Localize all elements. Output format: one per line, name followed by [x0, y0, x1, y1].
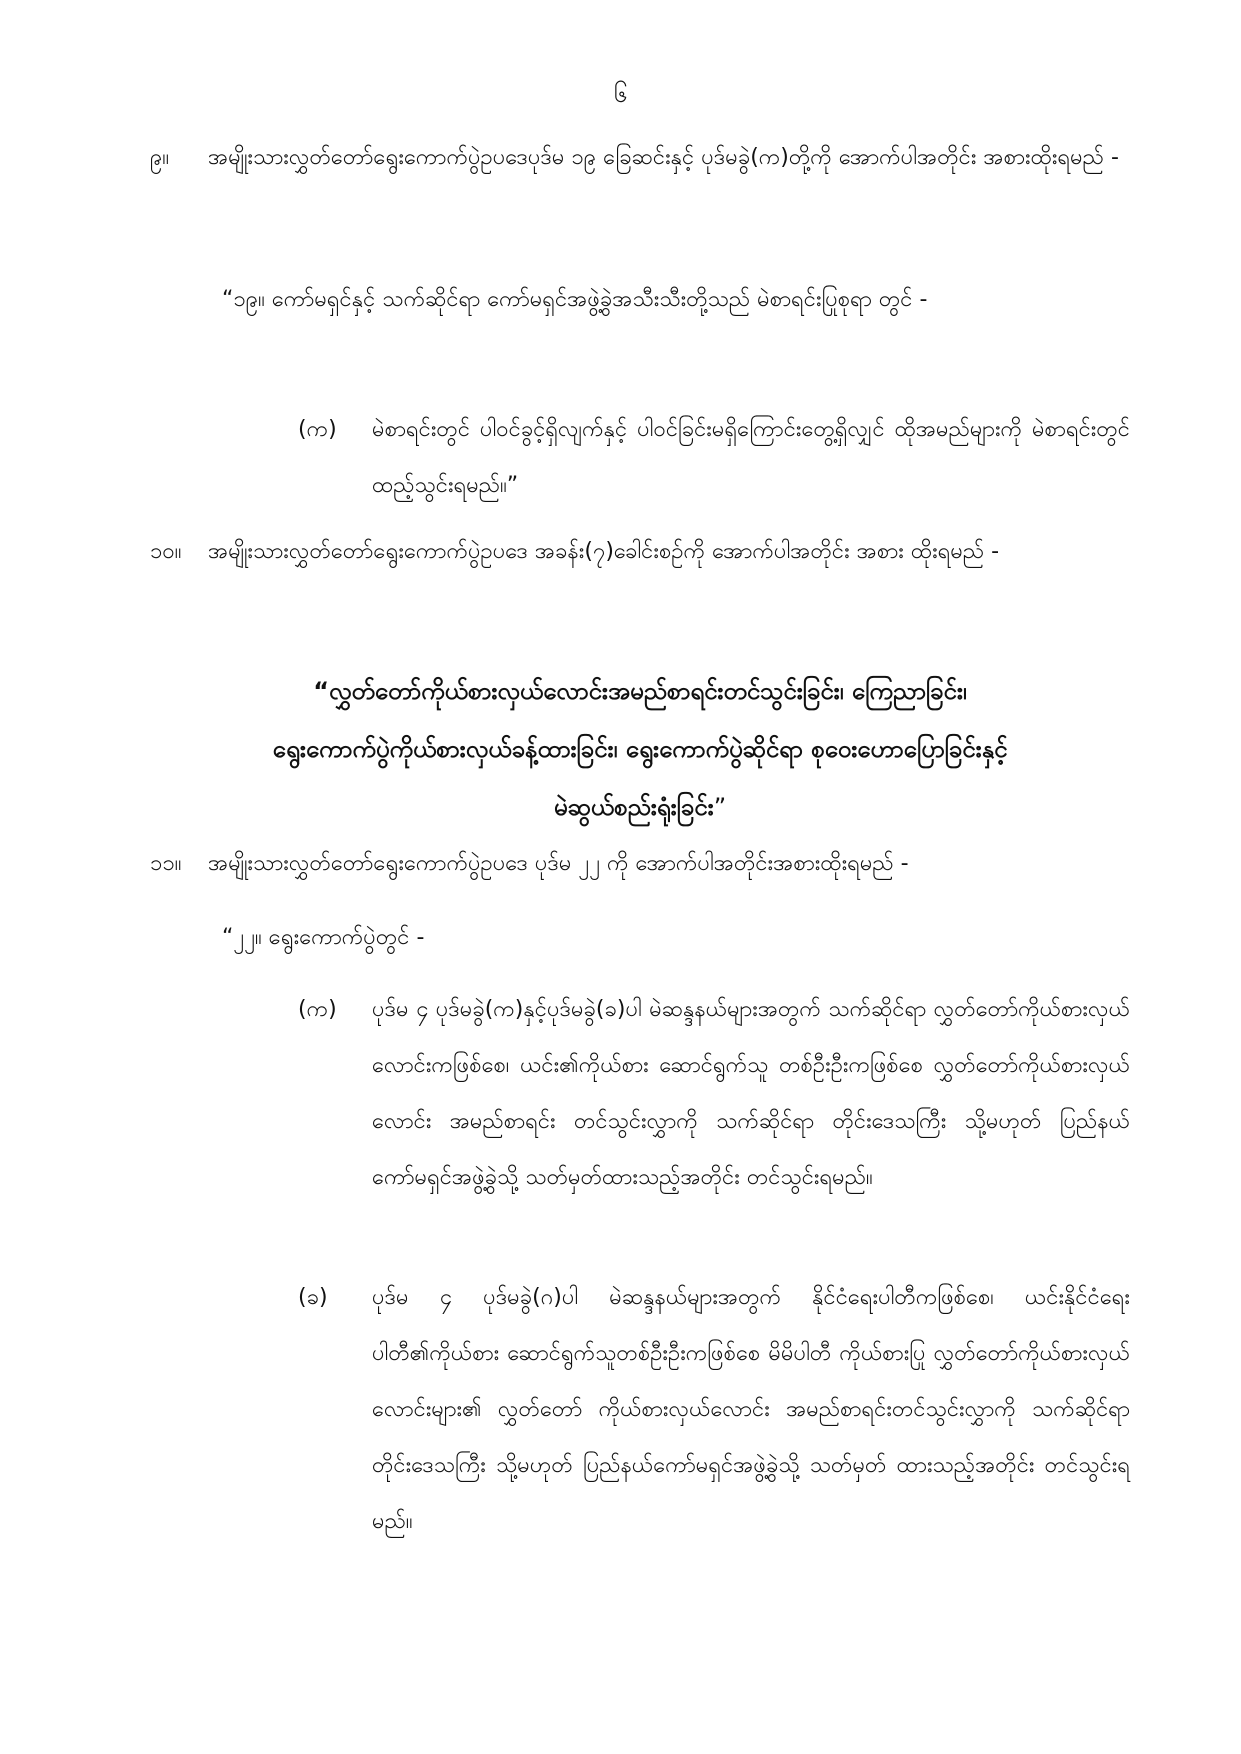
section-9	[150, 128, 1130, 188]
quoted-section-19	[222, 270, 1130, 330]
quoted-section-text: ကော်မရှင်နှင့် သက်ဆိုင်ရာ ကော်မရှင်အဖွဲ့ခွဲအသီးသီးတို့သည် မဲစာရင်းပြုစုရာ တွင် -	[271, 287, 928, 312]
subsection-ka	[298, 402, 1130, 514]
subsection-text: မဲစာရင်းတွင် ပါဝင်ခွင့်ရှိလျက်နှင့် ပါဝင်ခြင်းမရှိကြောင်းတွေ့ရှိလျှင် ထိုအမည်များကို မဲစာရင်းတွင် ထည့်သွင်းရမည်။”	[372, 417, 1130, 498]
subsection-label: (ခ)	[298, 1285, 328, 1310]
quoted-section-number: “၂၂။	[222, 925, 262, 950]
section-10	[150, 522, 1130, 582]
section-text: အမျိုးသားလွှတ်တော်ရွေးကောက်ပွဲဥပဒေပုဒ်မ ၁၉ ခြေဆင်းနှင့် ပုဒ်မခွဲ(က)တို့ကို အောက်ပါအတိုင်း အစားထိုးရမည် -	[208, 145, 1119, 170]
subsection-text: ပုဒ်မ ၄ ပုဒ်မခွဲ(ဂ)ပါ မဲဆန္ဒနယ်များအတွက် နိုင်ငံရေးပါတီကဖြစ်စေ၊ ယင်းနိုင်ငံရေးပါတီ၏ကိုယ်စား ဆောင်ရွက်သူတစ်ဦးဦးကဖြစ်စေ မိမိပါတီ ကိုယ်စားပြု လွှတ်တော်ကိုယ်စားလှယ်လောင်းများ၏ လွှတ်တော် ကိုယ်စားလှယ်လောင်း အမည်စာရင်းတင်သွင်းလွှာကို သက်ဆိုင်ရာ တိုင်းဒေသကြီး သို့မဟုတ် ပြည်နယ်ကော်မရှင်အဖွဲ့ခွဲသို့ သတ်မှတ် ထားသည့်အတိုင်း တင်သွင်းရမည်။	[372, 1285, 1130, 1534]
chapter-heading-line-2: ရွေးကောက်ပွဲကိုယ်စားလှယ်ခန့်ထားခြင်း၊ ရွေးကောက်ပွဲဆိုင်ရာ စုဝေးဟောပြောခြင်းနှင့်	[272, 735, 1008, 763]
chapter-heading	[150, 662, 1130, 836]
subsection-kha	[298, 1270, 1130, 1550]
section-text: အမျိုးသားလွှတ်တော်ရွေးကောက်ပွဲဥပဒေ ပုဒ်မ ၂၂ ကို အောက်ပါအတိုင်းအစားထိုးရမည် -	[208, 851, 909, 876]
section-number: ၁၀။	[150, 539, 182, 564]
section-number: ၉။	[150, 145, 170, 170]
quoted-section-number: “၁၉။	[222, 287, 265, 312]
subsection-label: (က)	[298, 417, 337, 442]
subsection-ka	[298, 982, 1130, 1206]
closing-quote: ”	[713, 793, 727, 821]
subsection-label: (က)	[298, 997, 337, 1022]
quoted-section-22	[222, 908, 1130, 968]
chapter-heading-line-3: မဲဆွယ်စည်းရုံးခြင်း	[553, 793, 714, 821]
section-number: ၁၁။	[150, 851, 182, 876]
quoted-section-text: ရွေးကောက်ပွဲတွင် -	[268, 925, 425, 950]
chapter-heading-line-1: “လွှတ်တော်ကိုယ်စားလှယ်လောင်းအမည်စာရင်းတင်သွင်းခြင်း၊ ကြေညာခြင်း၊	[313, 677, 967, 705]
page-number: ၆	[613, 80, 628, 108]
section-11	[150, 834, 1130, 894]
subsection-text: ပုဒ်မ ၄ ပုဒ်မခွဲ(က)နှင့်ပုဒ်မခွဲ(ခ)ပါ မဲဆန္ဒနယ်များအတွက် သက်ဆိုင်ရာ လွှတ်တော်ကိုယ်စားလှယ်လောင်းကဖြစ်စေ၊ ယင်း၏ကိုယ်စား ဆောင်ရွက်သူ တစ်ဦးဦးကဖြစ်စေ လွှတ်တော်ကိုယ်စားလှယ်လောင်း အမည်စာရင်း တင်သွင်းလွှာကို သက်ဆိုင်ရာ တိုင်းဒေသကြီး သို့မဟုတ် ပြည်နယ် ကော်မရှင်အဖွဲ့ခွဲသို့ သတ်မှတ်ထားသည့်အတိုင်း တင်သွင်းရမည်။	[372, 997, 1130, 1190]
section-text: အမျိုးသားလွှတ်တော်ရွေးကောက်ပွဲဥပဒေ အခန်း(၇)ခေါင်းစဉ်ကို အောက်ပါအတိုင်း အစား ထိုးရမည် -	[208, 539, 1000, 564]
